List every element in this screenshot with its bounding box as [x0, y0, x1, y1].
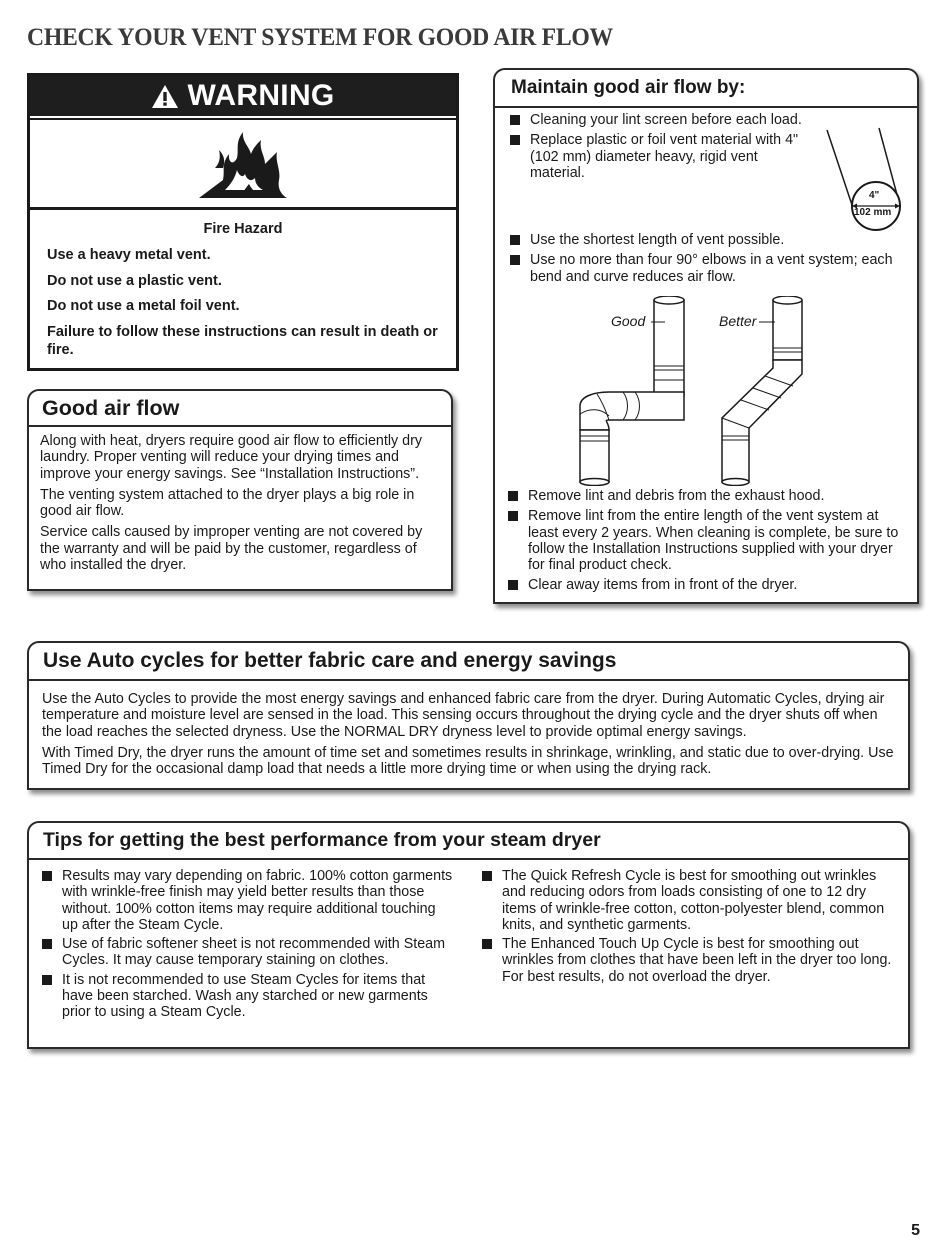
warning-line: Do not use a plastic vent.: [47, 272, 222, 289]
list-item: Replace plastic or foil vent material with 4" (102 mm) diameter heavy, rigid vent material.: [510, 132, 800, 181]
paragraph: With Timed Dry, the dryer runs the amount of time set and sometimes results in shrinkage, wrinkling, and static due to over-drying. Use Timed Dry for the occasional damp load that needs a little more drying time or when using the drying rack.: [42, 744, 894, 778]
warning-line: Use a heavy metal vent.: [47, 247, 211, 263]
warning-heading: WARNING: [187, 79, 335, 112]
auto-cycles-panel: [27, 641, 910, 790]
list-item: The Enhanced Touch Up Cycle is best for smoothing out wrinkles from clothes that have been left in the dryer too long. For best results, do not overload the dryer.: [482, 936, 897, 985]
fire-icon: [195, 128, 291, 200]
tips-right-column: [482, 868, 897, 988]
page-title: CHECK YOUR VENT SYSTEM FOR GOOD AIR FLOW: [27, 22, 613, 51]
fire-icon-area: [30, 118, 456, 210]
warning-triangle-icon: [151, 84, 179, 109]
list-item: It is not recommended to use Steam Cycles for items that have been starched. Wash any starched or new garments prior to using a Steam Cycle.: [42, 972, 455, 1021]
list-item: Remove lint from the entire length of the vent system at least every 2 years. When cleaning is complete, be sure to follow the Installation Instructions supplied with your dryer for final product check.: [508, 508, 903, 573]
maintain-list-b: [510, 232, 905, 285]
warning-line: Do not use a metal foil vent.: [47, 298, 240, 314]
steam-tips-title: Tips for getting the best performance from your steam dryer: [29, 823, 908, 860]
paragraph: The venting system attached to the dryer plays a big role in good air flow.: [40, 486, 415, 520]
list-item: Use of fabric softener sheet is not recommended with Steam Cycles. It may cause temporary staining on clothes.: [42, 936, 455, 969]
good-air-flow-body: [29, 427, 451, 573]
page-number: 5: [911, 1222, 920, 1239]
tips-left-column: [42, 868, 455, 1024]
hazard-title: Fire Hazard: [203, 221, 283, 237]
auto-cycles-body: [29, 681, 908, 777]
list-item: Cleaning your lint screen before each load.: [510, 112, 810, 128]
list-item: The Quick Refresh Cycle is best for smoothing out wrinkles and reducing odors from loads consisting of one to 12 dry items of wrinkle-free cotton, cotton-polyester blend, common knits, and synthetic garments.: [482, 868, 897, 933]
list-item: Use no more than four 90° elbows in a vent system; each bend and curve reduces air flow.: [510, 252, 905, 285]
list-item: Clear away items from in front of the dryer.: [508, 577, 903, 593]
paragraph: Service calls caused by improper venting are not covered by the warranty and will be paid by the customer, regardless of who installed the dryer.: [40, 524, 423, 574]
list-item: Results may vary depending on fabric. 100% cotton garments with wrinkle-free finish may yield better results than those without. 100% cotton items may require additional touching up after the Steam Cycle.: [42, 868, 455, 933]
label-better: Better: [719, 313, 757, 329]
steam-tips-panel: [27, 821, 910, 1049]
label-good: Good: [611, 313, 646, 329]
diameter-label-mm: 102 mm: [854, 207, 892, 218]
vent-diameter-diagram: [819, 126, 909, 231]
good-air-flow-title: Good air flow: [29, 391, 451, 427]
auto-cycles-title: Use Auto cycles for better fabric care and energy savings: [29, 643, 908, 681]
warning-header: [30, 76, 456, 116]
paragraph: Along with heat, dryers require good air flow to efficiently dry laundry. Proper venting will reduce your drying times and improve your energy savings. See “Installation Instructions”.: [40, 433, 422, 482]
maintain-air-flow-panel: [493, 68, 919, 604]
warning-text: [30, 210, 456, 359]
good-air-flow-panel: [27, 389, 453, 591]
paragraph: Use the Auto Cycles to provide the most energy savings and enhanced fabric care from the dryer. During Automatic Cycles, drying air temperature and moisture level are sensed in the load. This sensing occurs throughout the drying cycle and the dryer shuts off when the load reaches the selected dryness. Use the NORMAL DRY dryness level to provide optimal energy savings.: [42, 691, 885, 740]
maintain-list-c: [508, 488, 903, 594]
warning-line: Failure to follow these instructions can result in death or fire.: [47, 323, 438, 358]
vent-elbow-diagrams: [575, 296, 835, 486]
list-item: Use the shortest length of vent possible.: [510, 232, 905, 248]
list-item: Remove lint and debris from the exhaust hood.: [508, 488, 903, 504]
maintain-title: Maintain good air flow by:: [495, 70, 917, 108]
maintain-list-a: [510, 112, 810, 181]
warning-box: [27, 73, 459, 371]
diameter-label-inch: 4": [869, 190, 880, 201]
